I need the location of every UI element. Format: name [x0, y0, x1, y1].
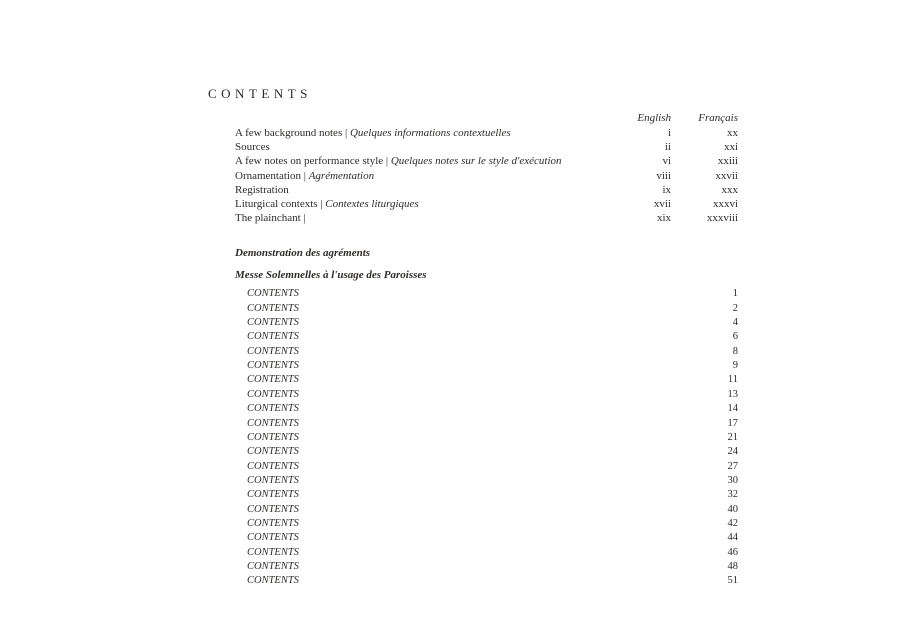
item-page-number: 1: [732, 288, 738, 300]
item-title: CONTENTS: [247, 345, 299, 357]
item-title: CONTENTS: [247, 517, 299, 529]
item-page-number: 4: [732, 317, 738, 329]
frontmatter-entry: [235, 126, 738, 140]
entry-title-french: Quelques informations contextuelles: [349, 127, 511, 139]
item-page-number: 21: [727, 431, 738, 443]
entry-separator: |: [300, 212, 306, 225]
item-title: CONTENTS: [247, 446, 299, 458]
entry-title: [235, 154, 613, 168]
toc-item: [247, 517, 738, 531]
entry-page-english: i: [667, 127, 671, 139]
item-page-number: 51: [727, 575, 738, 587]
toc-item: [247, 402, 738, 416]
frontmatter-entry: [235, 169, 738, 183]
entry-title-english: Ornamentation: [235, 169, 301, 182]
frontmatter-block: [235, 111, 738, 225]
entry-page-francais: xxx: [721, 183, 738, 196]
page-title: CONTENTS: [208, 86, 312, 101]
entry-page-english: ix: [662, 183, 671, 196]
item-title: CONTENTS: [247, 474, 299, 486]
item-page-number: 14: [727, 403, 738, 415]
entry-title-french: Agrémentation: [308, 169, 375, 182]
entry-title-french: Quelques notes sur le style d'exécution: [390, 155, 562, 168]
entry-title-french: Contextes liturgiques: [325, 198, 419, 211]
toc-item: [247, 287, 738, 301]
item-title: CONTENTS: [247, 288, 299, 300]
item-page-number: 13: [727, 388, 738, 400]
item-page-number: 6: [732, 331, 738, 343]
item-page-number: 32: [727, 489, 738, 501]
frontmatter-entry: [235, 154, 738, 168]
toc-item: [247, 388, 738, 402]
item-page-number: 44: [727, 532, 738, 544]
entry-page-francais: xxvii: [715, 169, 738, 182]
frontmatter-entry: [235, 211, 738, 225]
toc-item: [247, 359, 738, 373]
item-title: CONTENTS: [247, 503, 299, 515]
item-page-number: 24: [727, 446, 738, 458]
item-title: CONTENTS: [247, 374, 299, 386]
toc-item: [247, 302, 738, 316]
entry-separator: |: [342, 127, 350, 139]
toc-item: [247, 330, 738, 344]
item-title: CONTENTS: [247, 560, 299, 572]
entry-page-francais: xx: [727, 127, 738, 139]
entry-page-francais: xxxviii: [706, 212, 738, 225]
toc-item: [247, 488, 738, 502]
column-header-english: English: [637, 112, 671, 124]
toc-item: [247, 474, 738, 488]
entry-title: [235, 140, 613, 154]
entry-title: [235, 183, 613, 197]
entry-title-english: Registration: [235, 183, 289, 196]
frontmatter-entry: [235, 197, 738, 211]
item-page-number: 46: [727, 546, 738, 558]
item-page-number: 48: [727, 560, 738, 572]
mass-items-list: [247, 287, 738, 588]
frontmatter-entry: [235, 140, 738, 154]
column-header-row: [235, 111, 738, 125]
entry-separator: |: [317, 198, 326, 211]
entry-title: [235, 126, 613, 140]
item-page-number: 17: [727, 417, 738, 429]
entry-page-francais: xxiii: [717, 155, 738, 168]
item-page-number: 8: [732, 345, 738, 357]
entry-title: [235, 211, 613, 225]
entry-page-english: ii: [664, 141, 671, 154]
toc-item: [247, 373, 738, 387]
entry-page-english: viii: [656, 169, 671, 182]
entry-page-english: vi: [662, 155, 671, 168]
item-title: CONTENTS: [247, 532, 299, 544]
item-page-number: 11: [727, 374, 738, 386]
item-title: CONTENTS: [247, 575, 299, 587]
toc-item: [247, 460, 738, 474]
entry-page-english: xix: [656, 212, 671, 225]
item-page-number: 9: [732, 360, 738, 372]
toc-item: [247, 417, 738, 431]
entry-title-english: Sources: [235, 141, 270, 154]
column-header-spacer: [235, 111, 613, 125]
item-title: CONTENTS: [247, 417, 299, 429]
toc-item: [247, 560, 738, 574]
item-page-number: 2: [732, 302, 738, 314]
entry-title-english: A few notes on performance style: [235, 155, 384, 168]
entry-page-francais: xxi: [723, 141, 738, 154]
toc-item: [247, 345, 738, 359]
item-title: CONTENTS: [247, 489, 299, 501]
item-title: CONTENTS: [247, 431, 299, 443]
section-heading-messe: Messe Solemnelles à l'usage des Paroisses: [235, 269, 427, 282]
item-title: CONTENTS: [247, 317, 299, 329]
item-page-number: 42: [727, 517, 738, 529]
frontmatter-list: [235, 126, 738, 225]
item-page-number: 30: [727, 474, 738, 486]
entry-title-english: The plainchant: [235, 212, 301, 225]
toc-content: [208, 86, 738, 589]
entry-title-english: Liturgical contexts: [235, 198, 318, 211]
toc-item: [247, 445, 738, 459]
item-page-number: 40: [727, 503, 738, 515]
item-title: CONTENTS: [247, 360, 299, 372]
item-title: CONTENTS: [247, 331, 299, 343]
item-title: CONTENTS: [247, 403, 299, 415]
toc-item: [247, 531, 738, 545]
toc-item: [247, 431, 738, 445]
entry-title-english: A few background notes: [235, 127, 343, 139]
toc-item: [247, 574, 738, 588]
item-title: CONTENTS: [247, 302, 299, 314]
entry-title: [235, 169, 613, 183]
section-heading-demonstration: Demonstration des agréments: [235, 247, 371, 260]
toc-item: [247, 503, 738, 517]
entry-separator: |: [383, 155, 391, 168]
frontmatter-entry: [235, 183, 738, 197]
item-title: CONTENTS: [247, 388, 299, 400]
entry-page-francais: xxxvi: [712, 198, 738, 211]
toc-item: [247, 316, 738, 330]
entry-page-english: xvii: [653, 198, 671, 211]
item-title: CONTENTS: [247, 546, 299, 558]
entry-separator: |: [300, 169, 309, 182]
column-header-francais: Français: [698, 112, 738, 124]
item-page-number: 27: [727, 460, 738, 472]
toc-item: [247, 546, 738, 560]
item-title: CONTENTS: [247, 460, 299, 472]
entry-title: [235, 197, 613, 211]
